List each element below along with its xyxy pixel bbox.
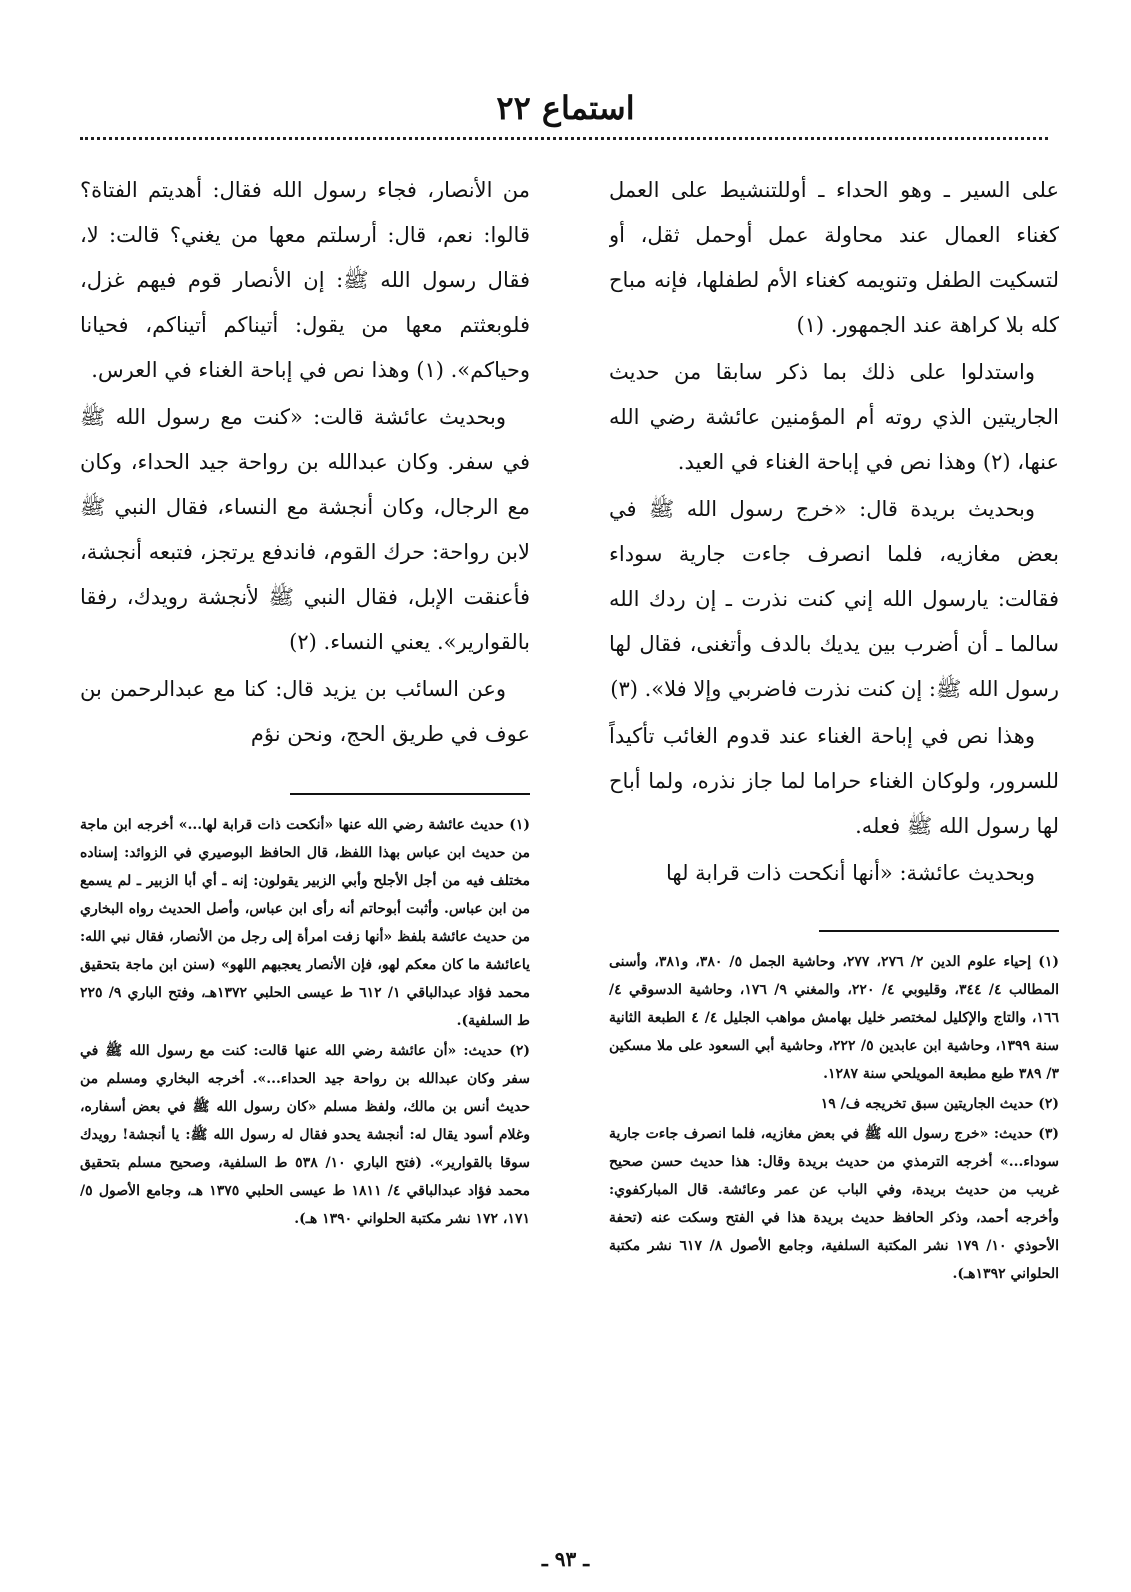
footnote: (١) إحياء علوم الدين ٢/ ٢٧٦، ٢٧٧، وحاشية الجمل ٥/ ٣٨٠، و٣٨١، وأسنى المطالب ٤/ ٣٤٤، وقليوبي ٤/ ٢٢٠، والمغني ٩/ ١٧٦، وحاشية الدسوقي ٤/ ١٦٦، والتاج والإكليل لمختصر خليل بهامش مواهب الجليل ٤/ ٤ الطبعة الثانية سنة ١٣٩٩، وحاشية ابن عابدين ٥/ ٢٢٢، وحاشية أبي السعود على ملا مسكين ٣/ ٣٨٩ طبع مطبعة المويلحي سنة ١٢٨٧. xyxy=(609,954,1059,1082)
body-paragraph: على السير ـ وهو الحداء ـ أوللتنشيط على العمل كغناء العمال عند محاولة عمل أوحمل ثقل، أو لتسكيت الطفل وتنويمه كغناء الأم لطفلها، فإنه مباح كله بلا كراهة عند الجمهور. (١) xyxy=(609,178,1059,337)
body-paragraph: واستدلوا على ذلك بما ذكر سابقا من حديث الجاريتين الذي روته أم المؤمنين عائشة رضي الله عنها، (٢) وهذا نص في إباحة الغناء في العيد. xyxy=(609,360,1059,474)
right-column-body xyxy=(609,168,1059,896)
spacer xyxy=(80,759,530,793)
left-column-footnotes xyxy=(80,811,530,1233)
spacer xyxy=(80,795,530,811)
left-column-body xyxy=(80,168,530,757)
right-column-footnotes xyxy=(609,948,1059,1288)
footnote: (٣) حديث: «خرج رسول الله ﷺ في بعض مغازيه، فلما انصرف جاءت جارية سوداء...» أخرجه الترمذي من حديث بريدة وقال: هذا حديث حسن صحيح غريب من حديث بريدة، وفي الباب عن عمر وعائشة. قال المباركفوي: وأخرجه أحمد، وذكر الحافظ حديث بريدة هذا في الفتح وسكت عنه (تحفة الأحوذي ١٠/ ١٧٩ نشر المكتبة السلفية، وجامع الأصول ٨/ ٦١٧ نشر مكتبة الحلواني ١٣٩٢هـ). xyxy=(609,1126,1059,1282)
page-number: ـ ٩٣ ـ xyxy=(541,1547,590,1571)
right-column xyxy=(609,168,1059,1468)
body-paragraph: وهذا نص في إباحة الغناء عند قدوم الغائب تأكيداً للسرور، ولوكان الغناء حراما لما جاز نذره، ولما أباح لها رسول الله ﷺ فعله. xyxy=(609,724,1059,838)
body-paragraph: وبحديث بريدة قال: «خرج رسول الله ﷺ في بعض مغازيه، فلما انصرف جاءت جارية سوداء فقالت: يارسول الله إني كنت نذرت ـ إن ردك الله سالما ـ أن أضرب بين يديك بالدف وأتغنى، فقال لها رسول الله ﷺ: إن كنت نذرت فاضربي وإلا فلا». (٣) xyxy=(609,497,1059,701)
header-dotted-divider xyxy=(80,137,1048,140)
spacer xyxy=(609,932,1059,948)
body-paragraph: من الأنصار، فجاء رسول الله فقال: أهديتم الفتاة؟ قالوا: نعم، قال: أرسلتم معها من يغني؟ قالت: لا، فقال رسول الله ﷺ: إن الأنصار قوم فيهم غزل، فلوبعثتم معها من يقول: أتيناكم أتيناكم، فحيانا وحياكم». (١) وهذا نص في إباحة الغناء في العرس. xyxy=(80,178,530,382)
body-paragraph: وعن السائب بن يزيد قال: كنا مع عبدالرحمن بن عوف في طريق الحج، ونحن نؤم xyxy=(80,677,530,746)
footnote: (٢) حديث: «أن عائشة رضي الله عنها قالت: كنت مع رسول الله ﷺ في سفر وكان عبدالله بن رواحة جيد الحداء...». أخرجه البخاري ومسلم من حديث أنس بن مالك، ولفظ مسلم «كان رسول الله ﷺ في بعض أسفاره، وغلام أسود يقال له: أنجشة يحدو فقال له رسول الله ﷺ: يا أنجشة! رويدك سوقا بالقوارير». (فتح الباري ١٠/ ٥٣٨ ط السلفية، وصحيح مسلم بتحقيق محمد فؤاد عبدالباقي ٤/ ١٨١١ ط عيسى الحلبي ١٣٧٥ هـ، وجامع الأصول ٥/ ١٧١، ١٧٢ نشر مكتبة الحلواني ١٣٩٠ هـ). xyxy=(80,1043,530,1227)
body-paragraph: وبحديث عائشة قالت: «كنت مع رسول الله ﷺ في سفر. وكان عبدالله بن رواحة جيد الحداء، وكان مع الرجال، وكان أنجشة مع النساء، فقال النبي ﷺ لابن رواحة: حرك القوم، فاندفع يرتجز، فتبعه أنجشة، فأعنقت الإبل، فقال النبي ﷺ لأنجشة رويدك، رفقا بالقوارير». يعني النساء. (٢) xyxy=(80,405,530,654)
footnote: (٢) حديث الجاريتين سبق تخريجه ف/ ١٩ xyxy=(820,1096,1059,1112)
page-title: استماع ٢٢ xyxy=(496,89,635,127)
body-paragraph: وبحديث عائشة: «أنها أنكحت ذات قرابة لها xyxy=(666,861,1035,885)
footnote: (١) حديث عائشة رضي الله عنها «أنكحت ذات قرابة لها...» أخرجه ابن ماجة من حديث ابن عباس بهذا اللفظ، قال الحافظ البوصيري في الزوائد: إسناده مختلف فيه من أجل الأجلح وأبي الزبير يقولون: إنه ـ أي أبا الزبير ـ لم يسمع من ابن عباس. وأثبت أبوحاتم أنه رأى ابن عباس، وأصل الحديث رواه البخاري من حديث عائشة بلفظ «أنها زفت امرأة إلى رجل من الأنصار، فقال نبي الله: ياعائشة ما كان معكم لهو، فإن الأنصار يعجبهم اللهو» (سنن ابن ماجة بتحقيق محمد فؤاد عبدالباقي ١/ ٦١٢ ط عيسى الحلبي ١٣٧٢هـ، وفتح الباري ٩/ ٢٢٥ ط السلفية). xyxy=(80,817,530,1029)
left-column xyxy=(80,168,530,1468)
spacer xyxy=(609,898,1059,930)
